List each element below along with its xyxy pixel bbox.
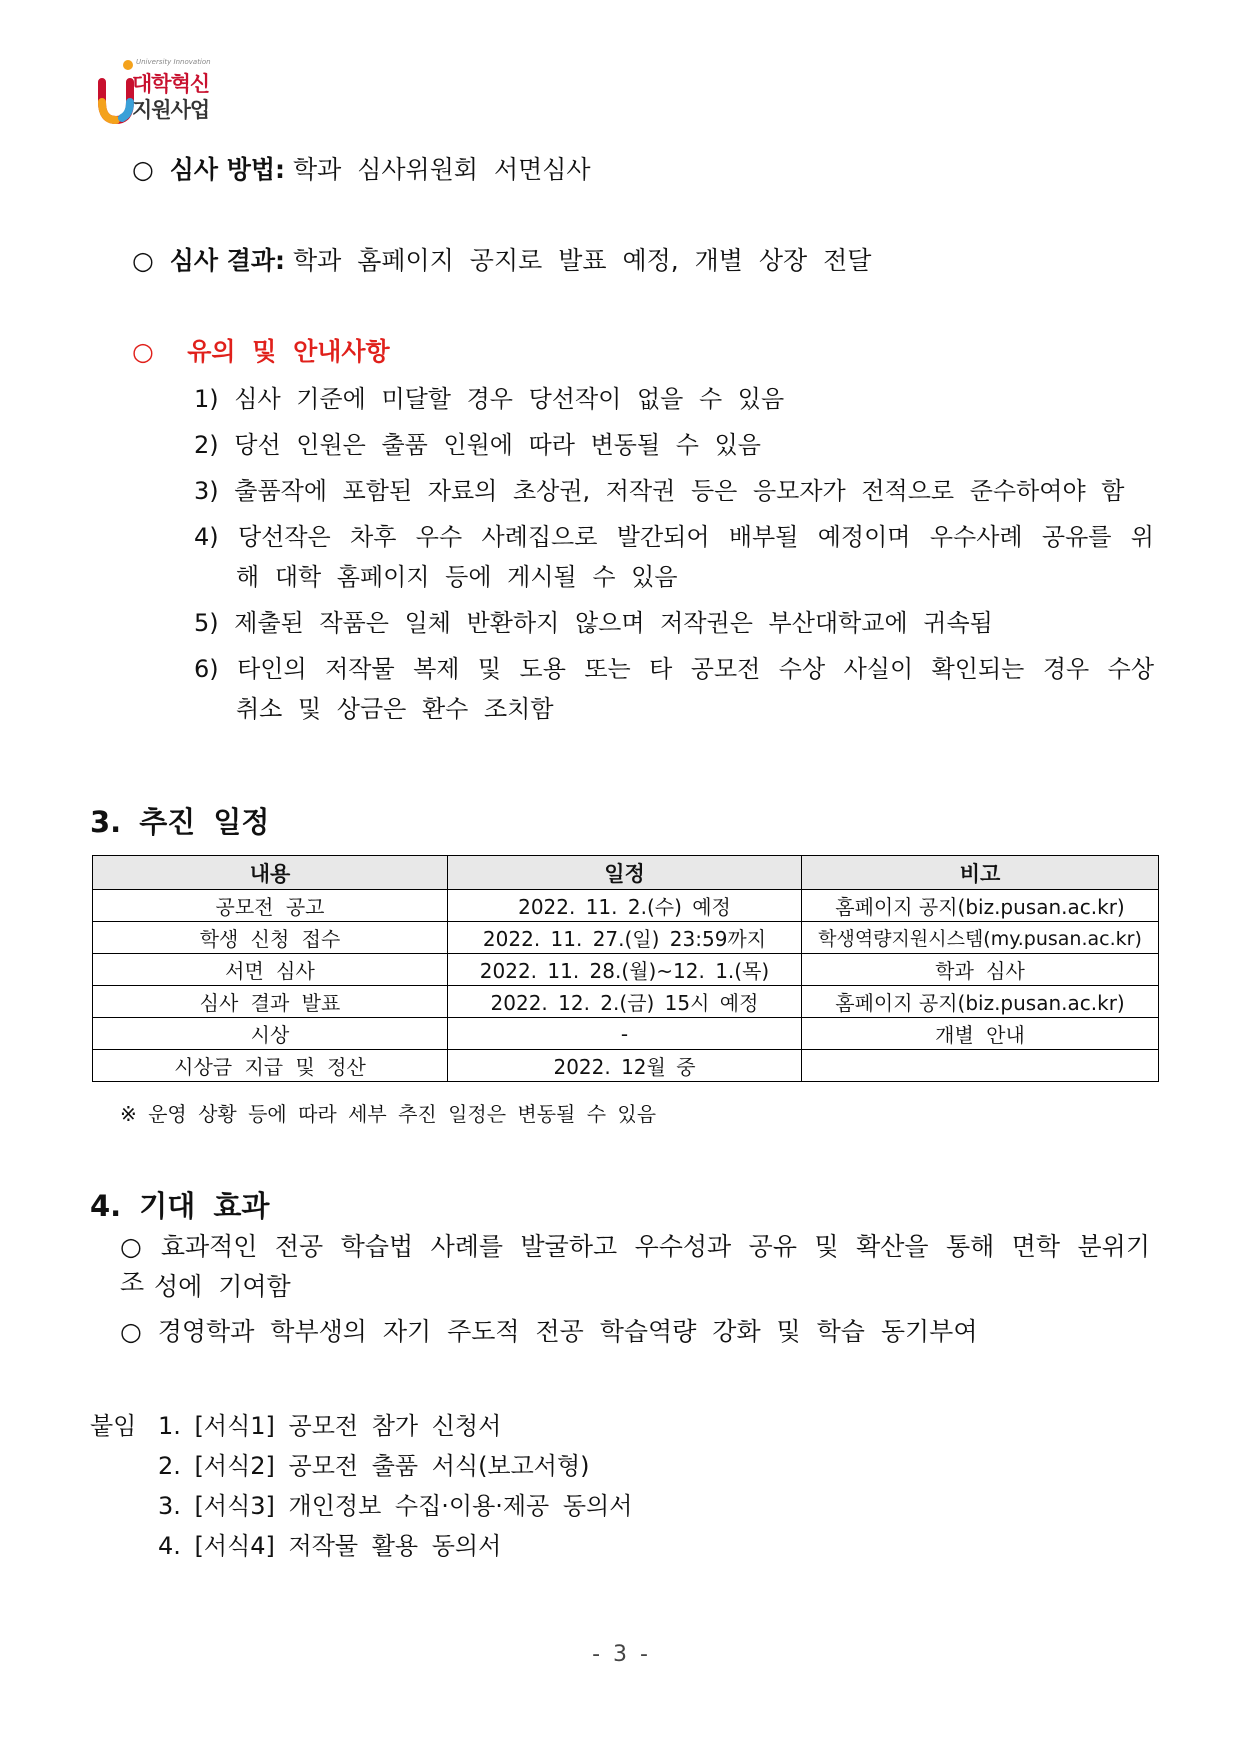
cell-remarks: 홈페이지 공지(biz.pusan.ac.kr) <box>802 986 1159 1018</box>
effect-item-1-cont: 성에 기여함 <box>154 1272 291 1301</box>
bullet: ○ <box>132 246 154 275</box>
notice-title <box>132 332 390 368</box>
cell-remarks <box>802 1050 1159 1082</box>
attachment-item-3: 3. [서식3] 개인정보 수집·이용·제공 동의서 <box>158 1492 633 1520</box>
attachment-item-4: 4. [서식4] 저작물 활용 동의서 <box>158 1532 502 1560</box>
review-result-value: 학과 홈페이지 공지로 발표 예정, 개별 상장 전달 <box>293 246 872 275</box>
schedule-table <box>92 855 1159 1082</box>
notice-item-3: 3) 출품작에 포함된 자료의 초상권, 저작권 등은 응모자가 전적으로 준수하여야 함 <box>194 477 1125 505</box>
cell-content: 공모전 공고 <box>93 890 448 922</box>
notice-item-4: 4) 당선작은 차후 우수 사례집으로 발간되어 배부될 예정이며 우수사례 공유를 위 <box>194 523 1154 551</box>
table-row <box>93 890 1159 922</box>
cell-date: - <box>448 1018 802 1050</box>
table-header-row <box>93 856 1159 890</box>
table-row <box>93 1018 1159 1050</box>
notice-item-6: 6) 타인의 저작물 복제 및 도용 또는 타 공모전 수상 사실이 확인되는 경우 수상 <box>194 655 1154 683</box>
cell-remarks: 학과 심사 <box>802 954 1159 986</box>
cell-content: 심사 결과 발표 <box>93 986 448 1018</box>
effect-item-1: ○ 효과적인 전공 학습법 사례를 발굴하고 우수성과 공유 및 확산을 통해 면학 분위기 조 <box>120 1232 1150 1297</box>
effects-title: 4. 기대 효과 <box>90 1189 270 1223</box>
cell-date: 2022. 12월 중 <box>448 1050 802 1082</box>
bullet: ○ <box>132 155 154 184</box>
logo-line2: 지원사업 <box>132 98 210 122</box>
cell-remarks: 학생역량지원시스템(my.pusan.ac.kr) <box>802 922 1159 954</box>
review-method-label: 심사 방법: <box>169 155 286 184</box>
review-result <box>132 241 871 277</box>
cell-remarks: 홈페이지 공지(biz.pusan.ac.kr) <box>802 890 1159 922</box>
cell-content: 서면 심사 <box>93 954 448 986</box>
notice-item-6-cont: 취소 및 상금은 환수 조치함 <box>236 695 554 723</box>
schedule-note: ※ 운영 상황 등에 따라 세부 추진 일정은 변동될 수 있음 <box>120 1102 657 1126</box>
table-row <box>93 1050 1159 1082</box>
schedule-title: 3. 추진 일정 <box>90 805 270 839</box>
university-innovation-logo-icon <box>96 58 136 128</box>
header-content: 내용 <box>93 856 448 890</box>
cell-content: 학생 신청 접수 <box>93 922 448 954</box>
logo-line1: 대학혁신 <box>132 72 210 96</box>
notice-item-2: 2) 당선 인원은 출품 인원에 따라 변동될 수 있음 <box>194 431 761 459</box>
cell-content: 시상 <box>93 1018 448 1050</box>
notice-title-text: 유의 및 안내사항 <box>187 337 390 366</box>
cell-remarks: 개별 안내 <box>802 1018 1159 1050</box>
notice-item-1: 1) 심사 기준에 미달할 경우 당선작이 없을 수 있음 <box>194 385 785 413</box>
notice-item-4-cont: 해 대학 홈페이지 등에 게시될 수 있음 <box>236 563 678 591</box>
cell-content: 시상금 지급 및 정산 <box>93 1050 448 1082</box>
cell-date: 2022. 11. 27.(일) 23:59까지 <box>448 922 802 954</box>
table-row <box>93 922 1159 954</box>
table-row <box>93 986 1159 1018</box>
attachments-label: 붙임 <box>90 1412 137 1440</box>
review-method-value: 학과 심사위원회 서면심사 <box>293 155 591 184</box>
header-remarks: 비고 <box>802 856 1159 890</box>
attachment-item-1: 1. [서식1] 공모전 참가 신청서 <box>158 1412 502 1440</box>
review-result-label: 심사 결과: <box>169 246 286 275</box>
cell-date: 2022. 11. 2.(수) 예정 <box>448 890 802 922</box>
review-method <box>132 150 591 186</box>
cell-date: 2022. 12. 2.(금) 15시 예정 <box>448 986 802 1018</box>
logo <box>96 58 226 128</box>
cell-date: 2022. 11. 28.(월)~12. 1.(목) <box>448 954 802 986</box>
table-row <box>93 954 1159 986</box>
effect-item-2: ○ 경영학과 학부생의 자기 주도적 전공 학습역량 강화 및 학습 동기부여 <box>120 1317 978 1346</box>
logo-small-text: University Innovation <box>136 58 211 66</box>
notice-item-5: 5) 제출된 작품은 일체 반환하지 않으며 저작권은 부산대학교에 귀속됨 <box>194 609 993 637</box>
attachment-item-2: 2. [서식2] 공모전 출품 서식(보고서형) <box>158 1452 590 1480</box>
bullet: ○ <box>132 337 154 366</box>
header-date: 일정 <box>448 856 802 890</box>
page-number: - 3 - <box>592 1642 648 1667</box>
